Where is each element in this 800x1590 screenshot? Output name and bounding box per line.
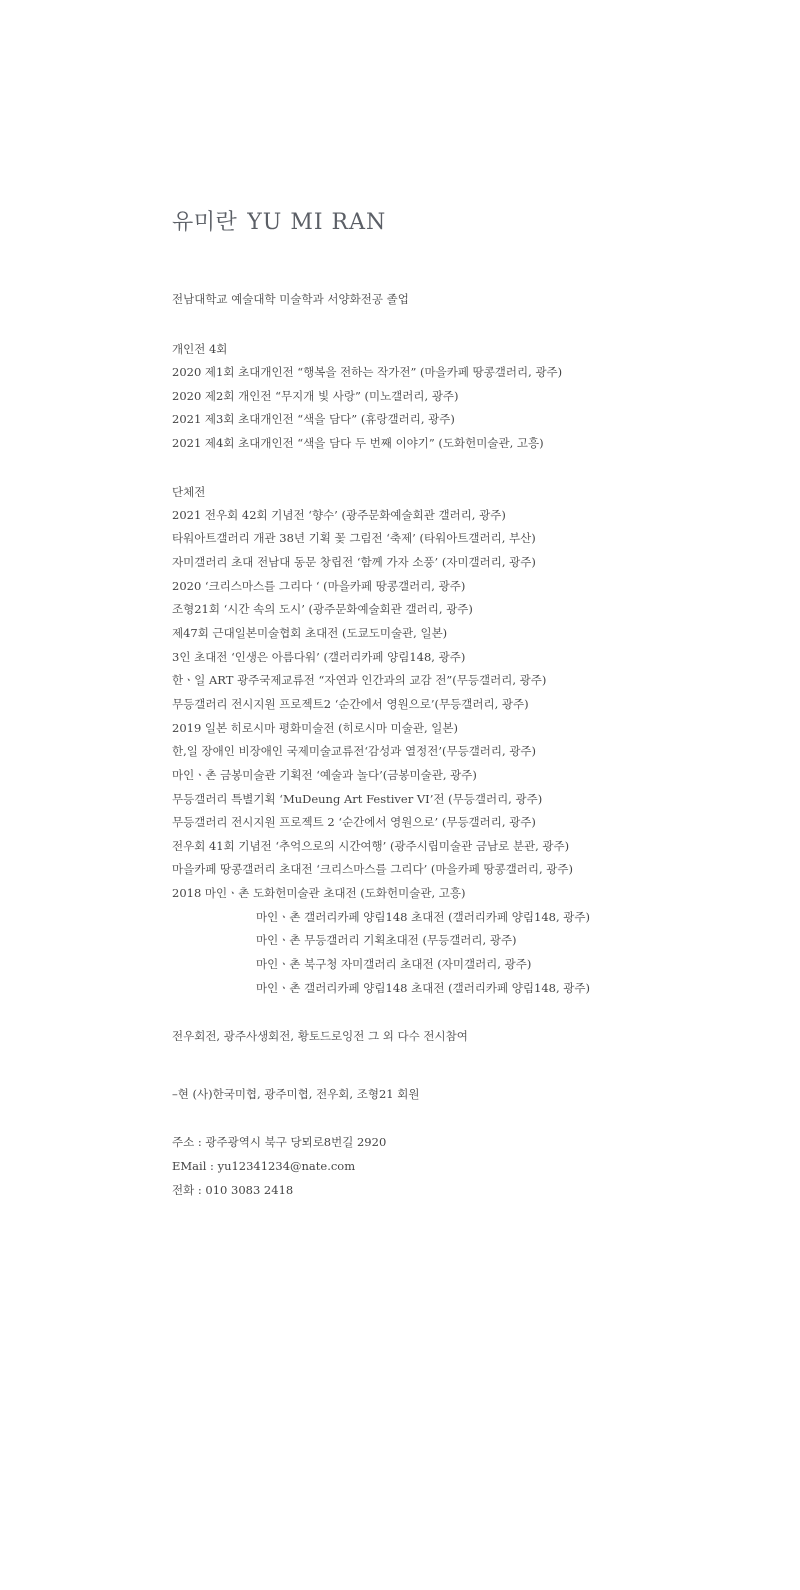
group-item: 무등갤러리 전시지원 프로젝트2 ‘순간에서 영원으로’(무등갤러리, 광주) — [172, 697, 529, 711]
group-item: 2021 전우회 42회 기념전 ‘향수’ (광주문화예술회관 갤러리, 광주) — [172, 508, 506, 522]
group-item: 3인 초대전 ‘인생은 아름다워’ (갤러리카페 양림148, 광주) — [172, 650, 466, 664]
group-item: 무등갤러리 전시지원 프로젝트 2 ‘순간에서 영원으로’ (무등갤러리, 광주) — [172, 815, 536, 829]
artist-name-korean: 유미란 — [172, 210, 238, 235]
group-item: 2019 일본 히로시마 평화미술전 (히로시마 미술관, 일본) — [172, 721, 459, 735]
group-item-indented: 마인ㆍ촌 무등갤러리 기획초대전 (무등갤러리, 광주) — [256, 933, 517, 947]
group-item: 2018 마인ㆍ촌 도화헌미술관 초대전 (도화헌미술관, 고흥) — [172, 886, 466, 900]
membership-line: –현 (사)한국미협, 광주미협, 전우회, 조형21 회원 — [172, 1087, 420, 1101]
group-item: 한,일 장애인 비장애인 국제미술교류전‘감성과 열정전’(무등갤러리, 광주) — [172, 744, 537, 758]
artist-name — [172, 205, 386, 236]
group-item: 무등갤러리 특별기획 ‘MuDeung Art Festiver VI’전 (무등갤러리, 광주) — [172, 792, 543, 806]
contact-phone: 전화 : 010 3083 2418 — [172, 1183, 294, 1197]
solo-item: 2020 제1회 초대개인전 “행복을 전하는 작가전” (마을카페 땅콩갤러리, 광주) — [172, 365, 563, 379]
solo-item: 2021 제4회 초대개인전 “색을 담다 두 번째 이야기” (도화헌미술관, 고흥) — [172, 436, 544, 450]
contact-email: EMail : yu12341234@nate.com — [172, 1159, 356, 1173]
group-item: 제47회 근대일본미술협회 초대전 (도쿄도미술관, 일본) — [172, 626, 448, 640]
group-item-indented: 마인ㆍ촌 북구청 자미갤러리 초대전 (자미갤러리, 광주) — [256, 957, 532, 971]
group-item: 전우회 41회 기념전 ‘추억으로의 시간여행’ (광주시립미술관 금남로 분관, 광주) — [172, 839, 570, 853]
group-item: 조형21회 ‘시간 속의 도시’ (광주문화예술회관 갤러리, 광주) — [172, 602, 473, 616]
solo-item: 2020 제2회 개인전 “무지개 빛 사랑” (미노갤러리, 광주) — [172, 389, 459, 403]
artist-name-english: YU MI RAN — [247, 210, 387, 235]
group-item-indented: 마인ㆍ촌 갤러리카페 양림148 초대전 (갤러리카페 양림148, 광주) — [256, 910, 590, 924]
contact-address: 주소 : 광주광역시 북구 당뫼로8번길 2920 — [172, 1135, 387, 1149]
group-item: 2020 ‘크리스마스를 그리다 ‘ (마을카페 땅콩갤러리, 광주) — [172, 579, 466, 593]
group-item: 한ㆍ일 ART 광주국제교류전 “자연과 인간과의 교감 전”(무등갤러리, 광주) — [172, 673, 547, 687]
group-item: 타워아트갤러리 개관 38년 기획 꽃 그림전 ‘축제’ (타워아트갤러리, 부산) — [172, 531, 536, 545]
education-line: 전남대학교 예술대학 미술학과 서양화전공 졸업 — [172, 292, 409, 306]
solo-heading: 개인전 4회 — [172, 342, 228, 356]
group-item: 자미갤러리 초대 전남대 동문 창립전 ‘함께 가자 소풍’ (자미갤러리, 광주) — [172, 555, 536, 569]
group-heading: 단체전 — [172, 485, 206, 499]
other-exhibitions: 전우회전, 광주사생회전, 황토드로잉전 그 외 다수 전시참여 — [172, 1029, 468, 1043]
group-item: 마을카페 땅콩갤러리 초대전 ‘크리스마스를 그리다’ (마을카페 땅콩갤러리, 광주) — [172, 862, 574, 876]
solo-item: 2021 제3회 초대개인전 “색을 담다” (휴랑갤러리, 광주) — [172, 412, 455, 426]
group-item-indented: 마인ㆍ촌 갤러리카페 양림148 초대전 (갤러리카페 양림148, 광주) — [256, 981, 590, 995]
group-item: 마인ㆍ촌 금봉미술관 기획전 ‘예술과 놀다’(금봉미술관, 광주) — [172, 768, 477, 782]
